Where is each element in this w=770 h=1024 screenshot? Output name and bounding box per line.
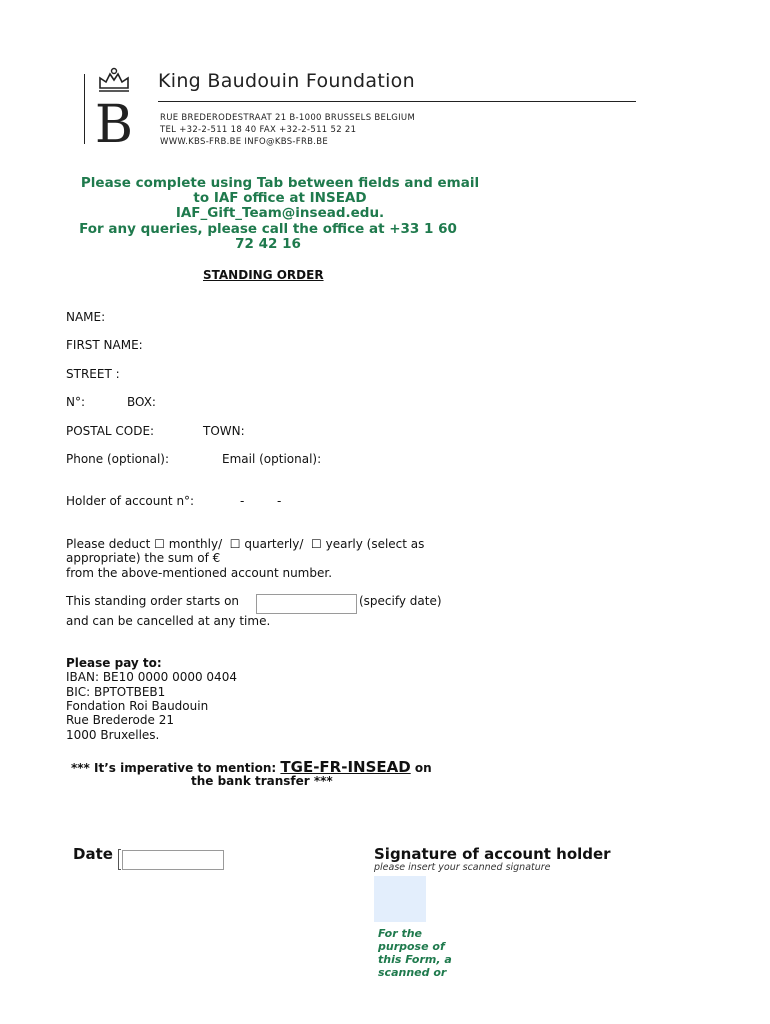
first-name-label: FIRST NAME: [66, 338, 143, 352]
beneficiary-name: Fondation Roi Baudouin [66, 699, 209, 713]
cancel-note: and can be cancelled at any time. [66, 614, 271, 628]
iban: IBAN: BE10 0000 0000 0404 [66, 670, 237, 684]
crown-logo-icon [92, 66, 136, 148]
town-label: TOWN: [203, 424, 245, 438]
quarterly-checkbox[interactable]: ☐ [225, 537, 241, 551]
signature-heading: Signature of account holder [374, 845, 611, 863]
letterhead-divider [84, 74, 85, 144]
date-input[interactable] [122, 850, 224, 870]
instruction-email: IAF_Gift_Team@insead.edu. [175, 205, 385, 221]
date-bracket [118, 849, 121, 870]
postal-code-label: POSTAL CODE: [66, 424, 155, 438]
quarterly-label: quarterly/ [244, 537, 304, 551]
number-label: N°: [66, 395, 86, 409]
start-prefix: This standing order starts on [66, 594, 240, 608]
pay-to-heading: Please pay to: [66, 656, 162, 670]
reference-prefix: *** It’s imperative to mention: [71, 761, 277, 775]
start-suffix: (specify date) [359, 594, 442, 608]
signature-hint: please insert your scanned signature [374, 862, 551, 873]
date-label: Date [73, 845, 113, 863]
bic: BIC: BPTOTBEB1 [66, 685, 166, 699]
start-date-input[interactable] [256, 594, 357, 614]
deduct-line [66, 537, 424, 551]
yearly-checkbox[interactable]: ☐ [307, 537, 322, 551]
instruction-line-2: to IAF office at INSEAD [193, 190, 367, 206]
phone-line: TEL +32-2-511 18 40 FAX +32-2-511 52 21 [160, 125, 357, 135]
address-line: RUE BREDERODESTRAAT 21 B-1000 BRUSSELS BELGIUM [160, 113, 416, 123]
monthly-label: monthly/ [168, 537, 223, 551]
form-title: STANDING ORDER [203, 268, 324, 282]
beneficiary-city: 1000 Bruxelles. [66, 728, 160, 742]
monthly-checkbox[interactable]: ☐ [154, 537, 165, 551]
signature-note-4: scanned or [378, 966, 447, 979]
reference-code: TGE-FR-INSEAD [280, 758, 411, 776]
signature-image-field[interactable] [374, 876, 426, 922]
account-dash-1: - [240, 494, 245, 508]
account-label: Holder of account n°: [66, 494, 195, 508]
email-label: Email (optional): [222, 452, 322, 466]
deduct-prefix: Please deduct [66, 537, 151, 551]
phone-label: Phone (optional): [66, 452, 170, 466]
deduct-account-line: from the above-mentioned account number. [66, 566, 333, 580]
reference-suffix: on [414, 761, 432, 775]
box-label: BOX: [127, 395, 156, 409]
name-label: NAME: [66, 310, 106, 324]
signature-note-1: For the [378, 927, 423, 940]
yearly-label: yearly (select as [325, 537, 425, 551]
deduct-sum-line: appropriate) the sum of € [66, 551, 221, 565]
instruction-line-5: 72 42 16 [235, 236, 301, 252]
letterhead-rule [158, 101, 636, 102]
organization-name: King Baudouin Foundation [158, 70, 415, 92]
instruction-line-1: Please complete using Tab between fields and email [80, 175, 480, 191]
street-label: STREET : [66, 367, 120, 381]
reference-line-2: the bank transfer *** [191, 774, 333, 788]
web-line: WWW.KBS-FRB.BE INFO@KBS-FRB.BE [160, 137, 329, 147]
signature-note-3: this Form, a [378, 953, 452, 966]
beneficiary-street: Rue Brederode 21 [66, 713, 174, 727]
signature-note-2: purpose of [378, 940, 445, 953]
instruction-line-4: For any queries, please call the office at +33 1 60 [79, 221, 457, 237]
logo-letter: B [94, 95, 134, 148]
account-dash-2: - [277, 494, 282, 508]
